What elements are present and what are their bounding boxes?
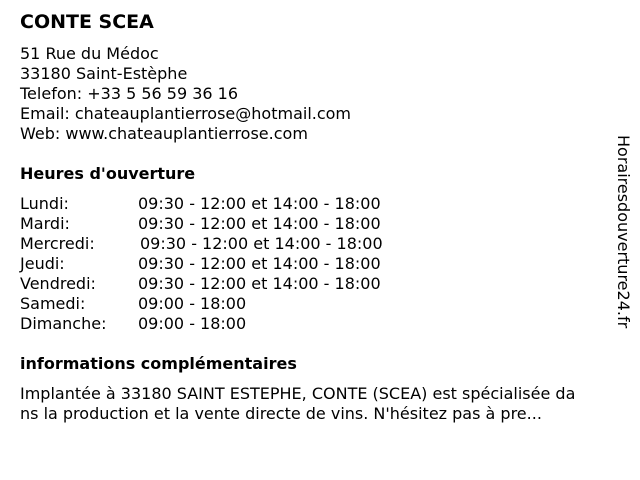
address-street: 51 Rue du Médoc — [20, 44, 159, 63]
additional-info-text — [20, 384, 632, 424]
time-value: 09:00 - 18:00 — [138, 314, 247, 333]
time-value: 09:30 - 12:00 et 14:00 - 18:00 — [140, 234, 383, 253]
hours-row-tuesday — [20, 214, 440, 234]
day-label: Mercredi: — [20, 234, 95, 253]
website: Web: www.chateauplantierrose.com — [20, 124, 308, 143]
opening-hours-heading: Heures d'ouverture — [20, 164, 196, 183]
business-name: CONTE SCEA — [20, 11, 154, 33]
hours-row-monday — [20, 194, 440, 214]
info-line: Implantée à 33180 SAINT ESTEPHE, CONTE (SCEA) est spécialisée da — [20, 384, 576, 403]
day-label: Vendredi: — [20, 274, 96, 293]
day-label: Dimanche: — [20, 314, 107, 333]
day-label: Jeudi: — [20, 254, 65, 273]
site-watermark: Horairesdouverture24.fr — [614, 135, 633, 329]
time-value: 09:30 - 12:00 et 14:00 - 18:00 — [138, 274, 381, 293]
address-city: 33180 Saint-Estèphe — [20, 64, 188, 83]
additional-info-heading: informations complémentaires — [20, 354, 297, 373]
info-line: ns la production et la vente directe de vins. N'hésitez pas à pre... — [20, 404, 542, 423]
hours-row-saturday — [20, 294, 440, 314]
day-label: Mardi: — [20, 214, 70, 233]
time-value: 09:30 - 12:00 et 14:00 - 18:00 — [138, 254, 381, 273]
hours-row-sunday — [20, 314, 440, 334]
time-value: 09:30 - 12:00 et 14:00 - 18:00 — [138, 194, 381, 213]
time-value: 09:00 - 18:00 — [138, 294, 247, 313]
phone-number: Telefon: +33 5 56 59 36 16 — [20, 84, 239, 103]
time-value: 09:30 - 12:00 et 14:00 - 18:00 — [138, 214, 381, 233]
hours-row-friday — [20, 274, 440, 294]
opening-hours-table — [20, 194, 440, 334]
day-label: Lundi: — [20, 194, 69, 213]
hours-row-thursday — [20, 254, 440, 274]
email-address: Email: chateauplantierrose@hotmail.com — [20, 104, 352, 123]
hours-row-wednesday — [20, 234, 440, 254]
day-label: Samedi: — [20, 294, 86, 313]
contact-block — [20, 44, 351, 144]
